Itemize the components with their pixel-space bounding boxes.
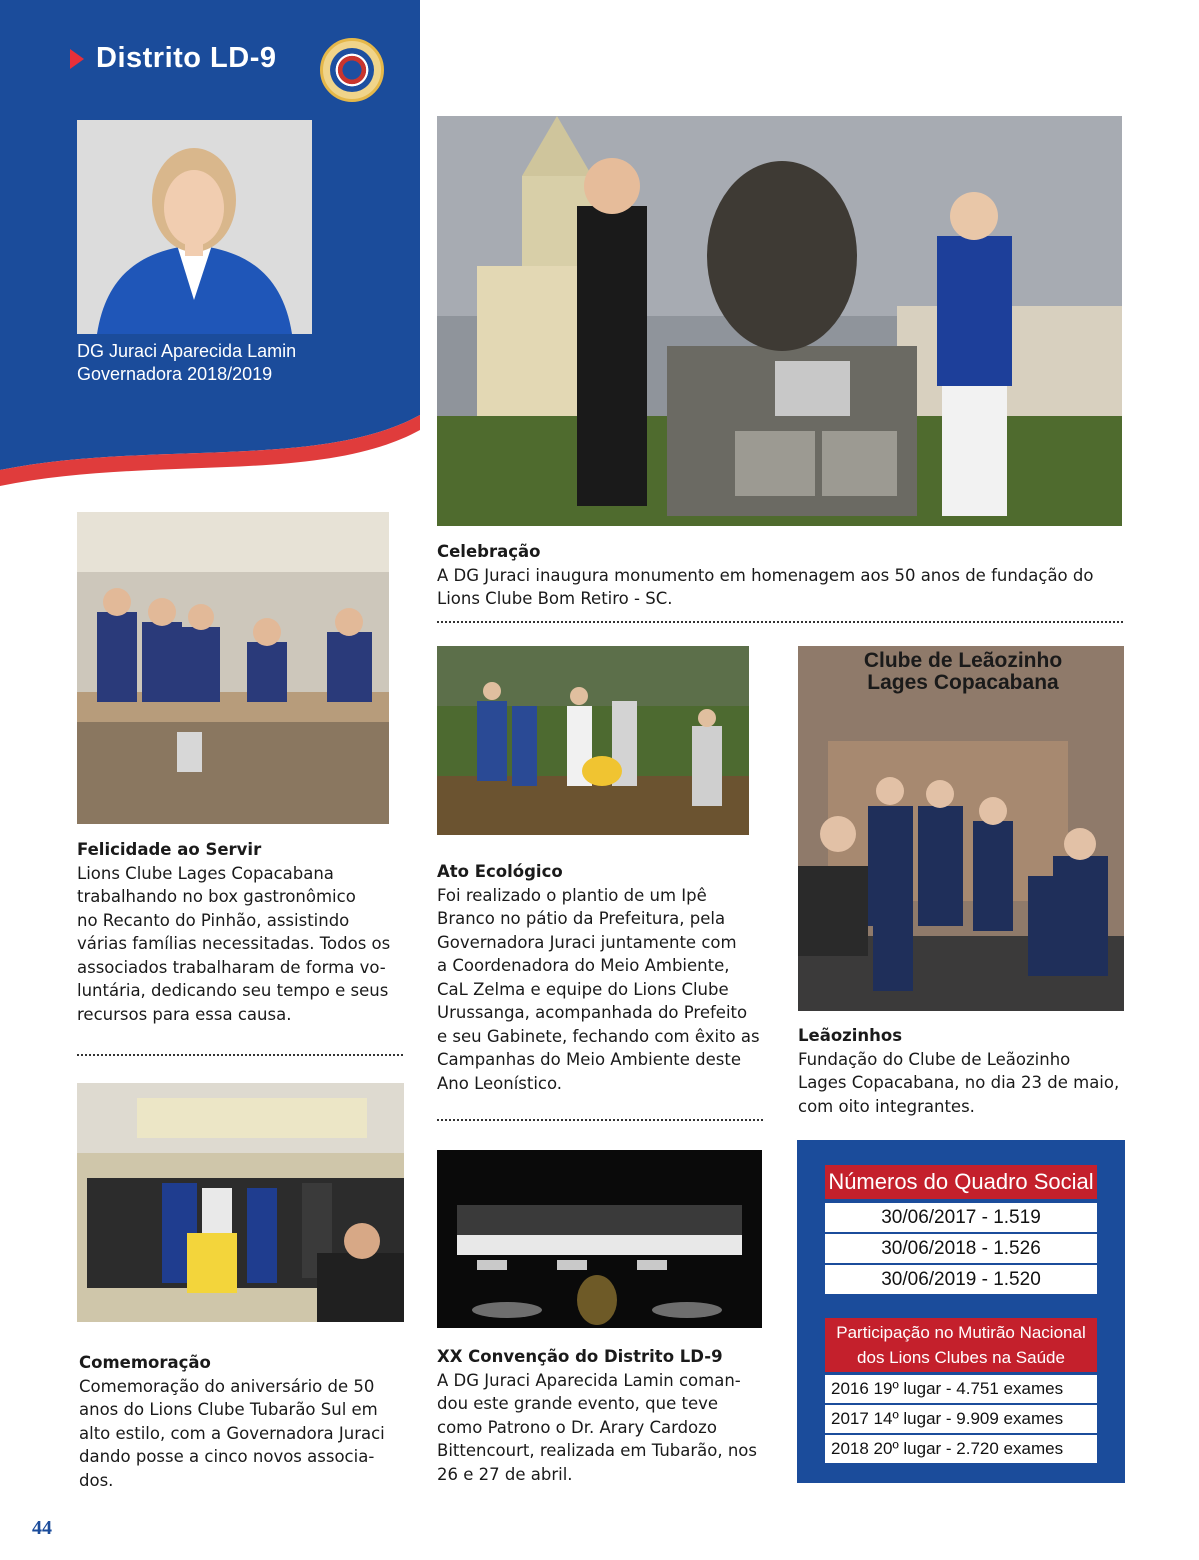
- convencao-caption: [437, 1345, 777, 1486]
- district-seal-icon: [320, 38, 384, 102]
- comemoracao-photo: [77, 1083, 404, 1322]
- divider: [437, 621, 1123, 623]
- page-number: 44: [32, 1517, 52, 1539]
- celebracao-title: Celebração: [437, 542, 541, 561]
- celebracao-caption: [437, 540, 1127, 611]
- leaozinhos-photo: [798, 646, 1124, 1011]
- convencao-photo: [437, 1150, 762, 1328]
- celebracao-photo: [437, 116, 1122, 526]
- convencao-title: XX Convenção do Distrito LD-9: [437, 1347, 723, 1366]
- divider: [77, 1054, 403, 1056]
- participation-title: [825, 1318, 1097, 1372]
- participation-title-line-2: dos Lions Clubes na Saúde: [857, 1348, 1065, 1367]
- leaozinhos-title: Leãozinhos: [798, 1026, 903, 1045]
- ato-caption: [437, 860, 777, 1095]
- comemoracao-caption: [79, 1351, 409, 1492]
- page-title: Distrito LD-9: [96, 42, 277, 74]
- felicidade-text: Lions Clube Lages Copacabana trabalhando no box gastronômico no Recanto do Pinhão, assistindo várias famílias necessitadas. Todos os associados trabalharam de forma vo- luntária, dedicando seu tempo e seus recursos para essa causa.: [77, 863, 391, 1024]
- governor-role: Governadora 2018/2019: [77, 364, 273, 384]
- governor-name: DG Juraci Aparecida Lamin: [77, 341, 297, 361]
- felicidade-caption: [77, 838, 407, 1026]
- participation-title-line-1: Participação no Mutirão Nacional: [836, 1323, 1086, 1342]
- convencao-text: A DG Juraci Aparecida Lamin coman- dou este grande evento, que teve como Patrono o Dr. Arary Cardozo Bittencourt, realizada em Tubarão, nos 26 e 27 de abril.: [437, 1370, 757, 1484]
- comemoracao-text: Comemoração do aniversário de 50 anos do Lions Clube Tubarão Sul em alto estilo, com a Governadora Juraci dando posse a cinco novos associa- dos.: [79, 1376, 385, 1490]
- governor-caption: [77, 340, 296, 386]
- stats-title: Números do Quadro Social: [825, 1165, 1097, 1199]
- stats-row: 30/06/2017 - 1.519: [825, 1203, 1097, 1233]
- ato-text: Foi realizado o plantio de um Ipê Branco no pátio da Prefeitura, pela Governadora Juraci juntamente com a Coordenadora do Meio Ambiente, CaL Zelma e equipe do Lions Clube Urussanga, acompanhada do Prefeito e seu Gabinete, fechando com êxito as Campanhas do Meio Ambiente deste Ano Leonístico.: [437, 885, 760, 1093]
- leaozinhos-caption: [798, 1024, 1128, 1118]
- leaozinhos-banner: Clube de Leãozinho Lages Copacabana: [863, 649, 1063, 694]
- comemoracao-title: Comemoração: [79, 1353, 211, 1372]
- celebracao-text: A DG Juraci inaugura monumento em homenagem aos 50 anos de fundação do Lions Clube Bom Retiro - SC.: [437, 565, 1094, 608]
- stats-row: 30/06/2018 - 1.526: [825, 1234, 1097, 1264]
- felicidade-title: Felicidade ao Servir: [77, 840, 262, 859]
- participation-row: 2016 19º lugar - 4.751 exames: [825, 1375, 1097, 1403]
- seal-emblem: [330, 48, 374, 92]
- ato-title: Ato Ecológico: [437, 862, 563, 881]
- felicidade-photo: [77, 512, 389, 824]
- participation-row: 2017 14º lugar - 9.909 exames: [825, 1405, 1097, 1433]
- ato-ecologico-photo: [437, 646, 749, 835]
- divider: [437, 1119, 763, 1121]
- triangle-right-icon: [70, 49, 84, 69]
- leaozinhos-text: Fundação do Clube de Leãozinho Lages Copacabana, no dia 23 de maio, com oito integrantes.: [798, 1049, 1120, 1116]
- governor-photo: [77, 120, 312, 334]
- stats-row: 30/06/2019 - 1.520: [825, 1265, 1097, 1295]
- participation-row: 2018 20º lugar - 2.720 exames: [825, 1435, 1097, 1463]
- district-title: [70, 42, 277, 75]
